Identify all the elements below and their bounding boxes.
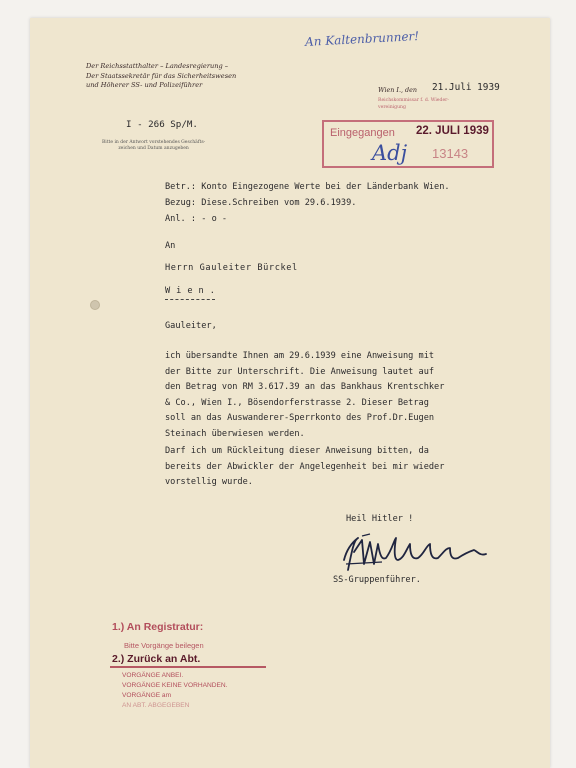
body-line: bereits der Abwickler der Angelegenheit bei mir wieder xyxy=(165,461,445,472)
reply-note xyxy=(102,140,205,152)
letterhead xyxy=(86,62,236,91)
recipient-prefix: An xyxy=(165,241,176,251)
city-underline xyxy=(165,299,215,300)
letterhead-line1: Der Reichsstatthalter – Landesregierung – xyxy=(86,62,229,70)
routing-stamp-line2: Bitte Vorgänge beilegen xyxy=(124,641,204,650)
body-line: ich übersandte Ihnen am 29.6.1939 eine Anweisung mit xyxy=(165,351,435,361)
received-number: 13143 xyxy=(432,146,469,161)
recipient-name: Herrn Gauleiter Bürckel xyxy=(165,263,298,273)
routing-stamp-line3: 2.) Zurück an Abt. xyxy=(112,653,201,665)
subject-line: Betr.: Konto Eingezogene Werte bei der Länderbank Wien. xyxy=(165,182,450,192)
body-line: Steinach überwiesen werden. xyxy=(165,428,305,439)
received-label: Eingegangen xyxy=(330,127,395,139)
letter-date: 21.Juli 1939 xyxy=(432,82,500,93)
closing: Heil Hitler ! xyxy=(346,514,414,524)
letterhead-line3: und Höherer SS- und Polizeiführer xyxy=(86,81,203,89)
body-line: soll an das Auswanderer-Sperrkonto des Prof.Dr.Eugen xyxy=(165,413,435,423)
letter-body xyxy=(165,349,444,491)
reference-number: I - 266 Sp/M. xyxy=(126,119,198,130)
salutation: Gauleiter, xyxy=(165,321,217,331)
reply-note-line1: Bitte in der Antwort vorstehendes Geschäfts- xyxy=(102,140,206,145)
routing-stamp-line1: 1.) An Registratur: xyxy=(112,621,204,633)
routing-option-3: VORGÄNGE am xyxy=(122,692,172,699)
body-line: Darf ich um Rückleitung dieser Anweisung bitten, da xyxy=(165,446,429,456)
signature xyxy=(340,530,500,575)
body-line: der Bitte zur Unterschrift. Die Anweisung lautet auf xyxy=(165,366,435,377)
body-line: den Betrag von RM 3.617.39 an das Bankhaus Krentschker xyxy=(165,382,445,392)
received-date: 22. JULI 1939 xyxy=(416,125,489,137)
reference-line: Bezug: Diese.Schreiben vom 29.6.1939. xyxy=(165,198,357,208)
place-label: Wien I., den xyxy=(378,86,418,94)
reply-note-line2: zeichen und Datum anzugeben xyxy=(118,146,189,151)
punch-hole xyxy=(90,300,100,310)
handwritten-note: An Kaltenbrunner! xyxy=(304,29,420,49)
received-stamp-top2: vereinigung xyxy=(378,105,406,110)
received-initials: Adj xyxy=(372,141,408,165)
enclosure-line: Anl. : - o - xyxy=(165,214,228,224)
recipient-city: Wien. xyxy=(165,286,221,296)
routing-option-2: VORGÄNGE KEINE VORHANDEN. xyxy=(122,682,228,689)
routing-option-1: VORGÄNGE ANBEI. xyxy=(122,672,184,679)
body-line: & Co., Wien I., Bösendorferstrasse 2. Dieser Betrag xyxy=(165,397,429,408)
signature-title: SS-Gruppenführer. xyxy=(333,575,421,585)
routing-option-4: AN ABT. ABGEGEBEN xyxy=(122,702,190,709)
routing-stamp-rule xyxy=(110,666,266,668)
letterhead-line2: Der Staatssekretär für das Sicherheitswesen xyxy=(86,71,237,80)
body-line: vorstellig wurde. xyxy=(165,477,253,487)
received-stamp-header xyxy=(378,97,449,111)
received-stamp-top1: Reichskommissar f. d. Wieder- xyxy=(378,98,449,103)
routing-stamp-options xyxy=(122,671,228,711)
